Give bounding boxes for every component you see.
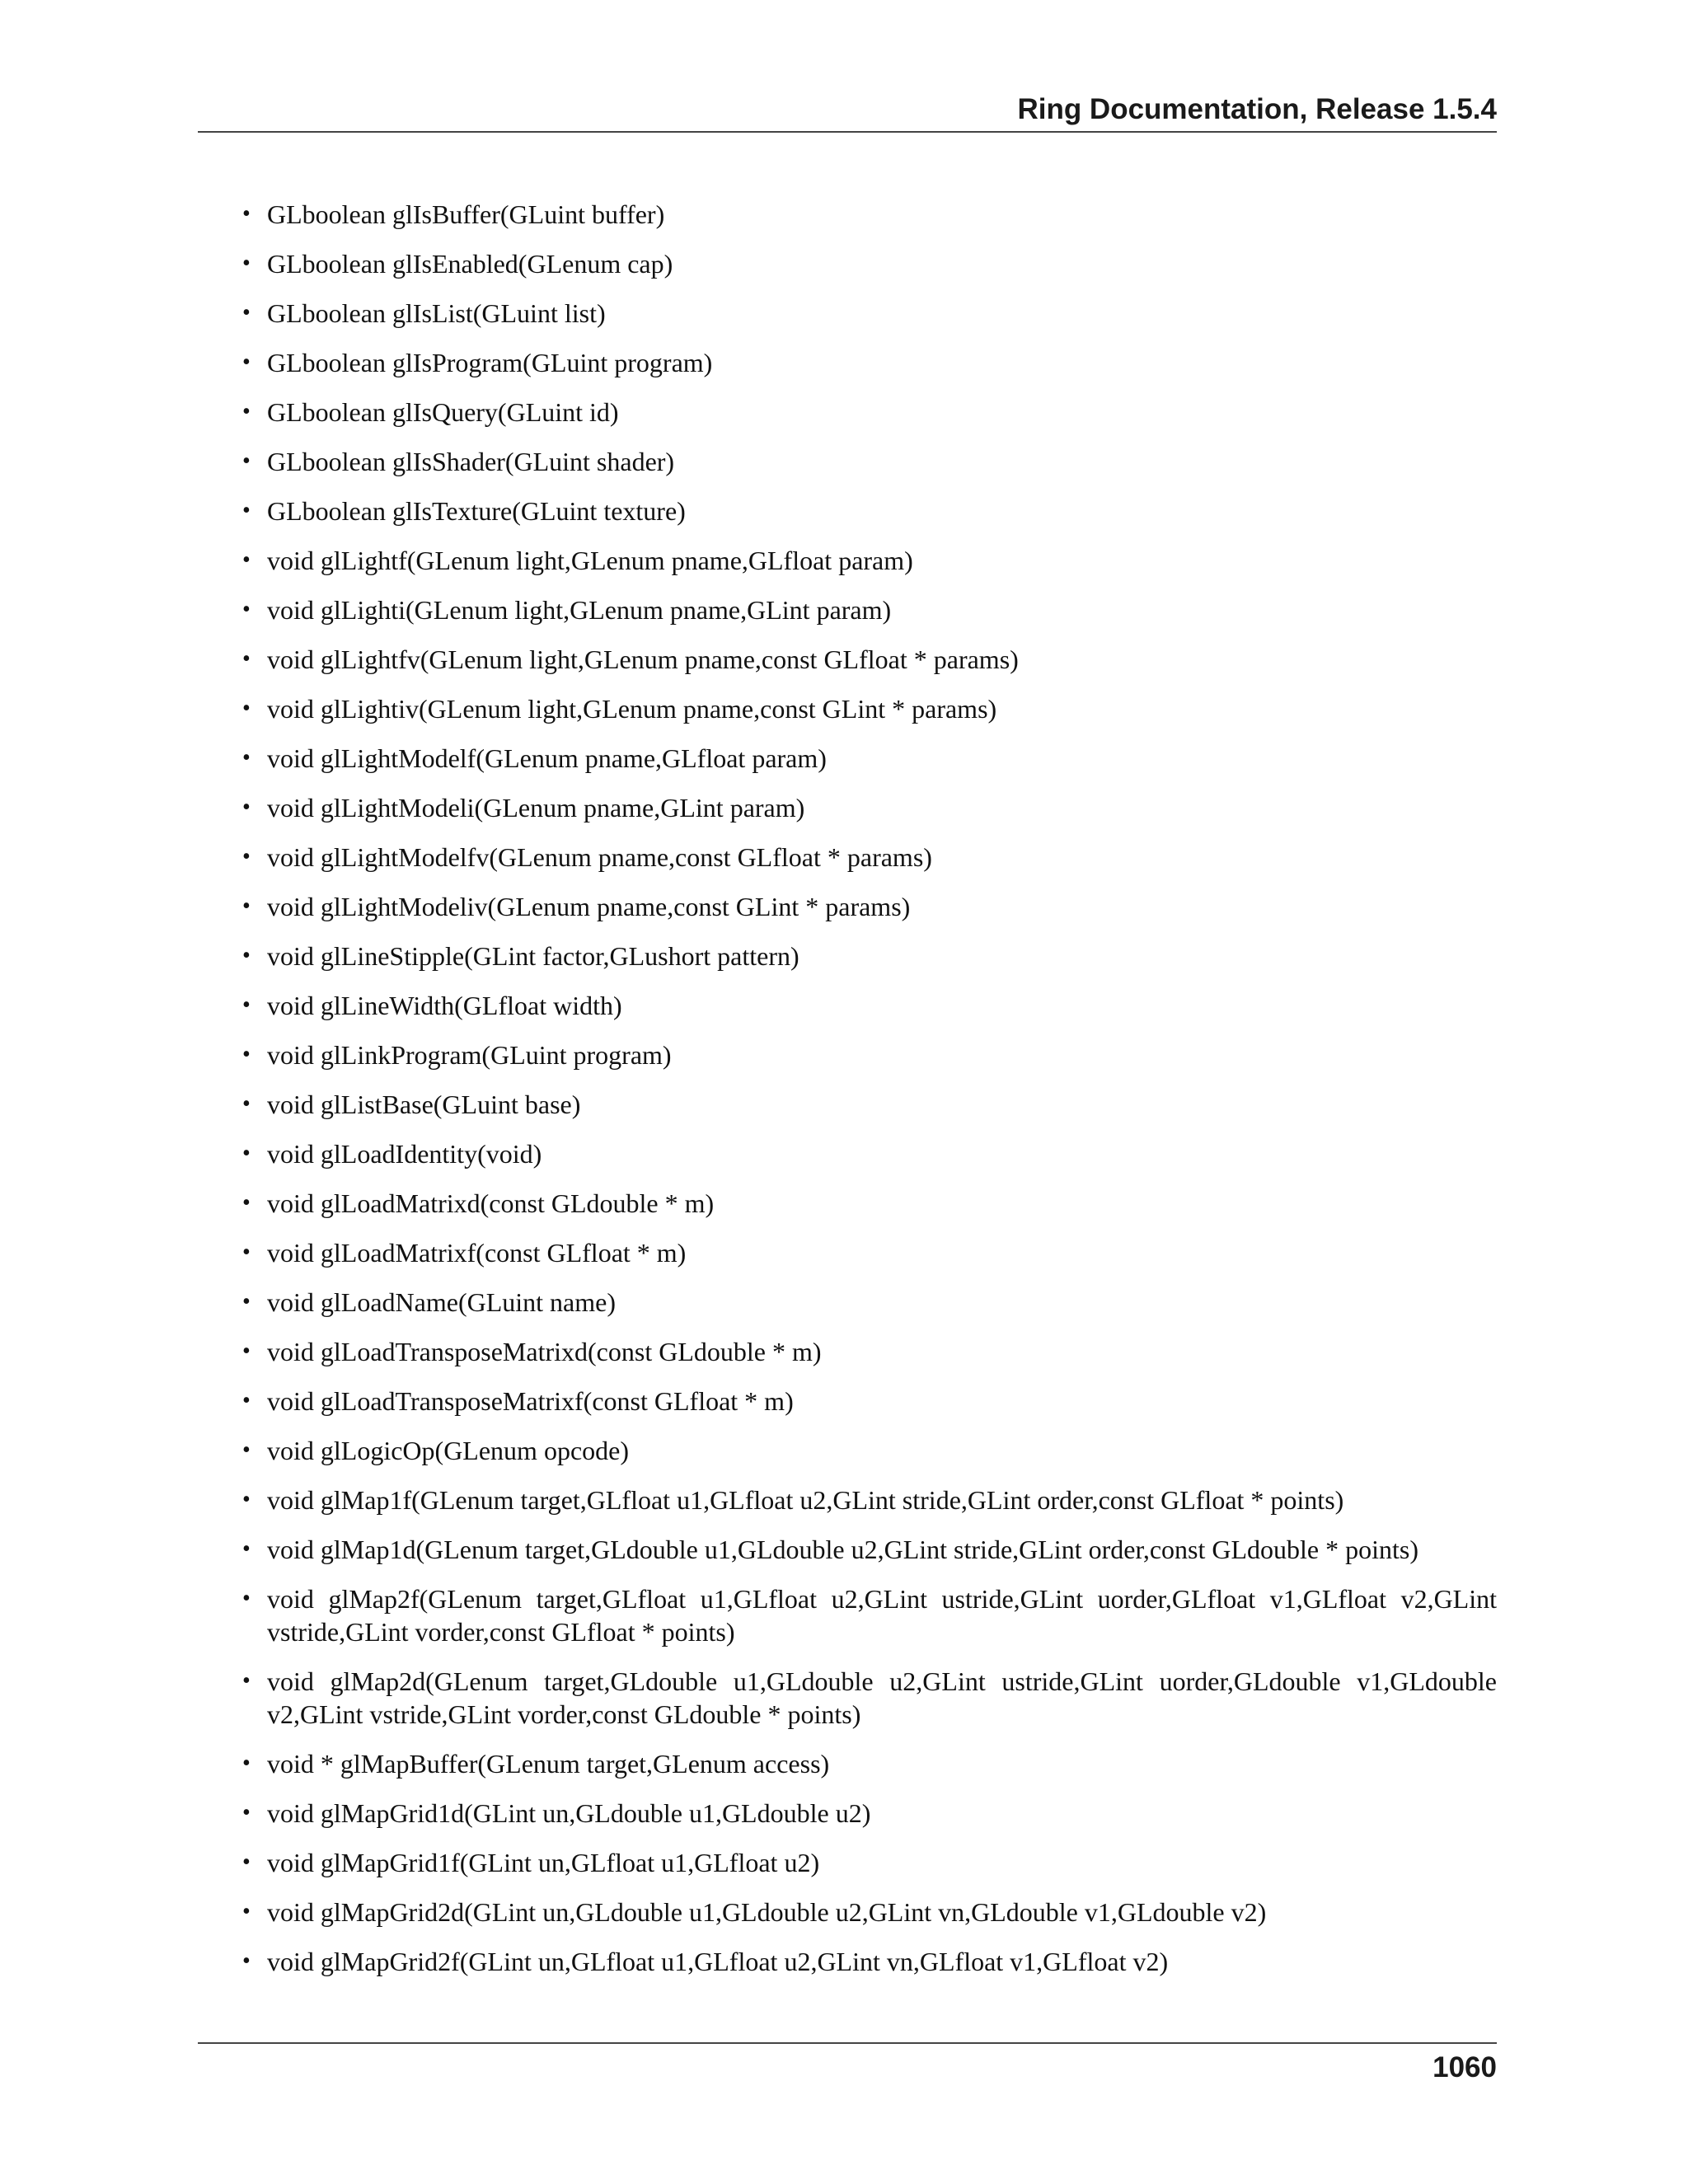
bullet-icon: • [242,251,251,276]
header-rule [198,131,1497,133]
function-signature: GLboolean glIsBuffer(GLuint buffer) [267,199,665,229]
list-item [198,1137,1497,1170]
bullet-icon: • [242,399,251,424]
header-title: Ring Documentation, Release 1.5.4 [1017,93,1497,125]
function-signature: void glLineStipple(GLint factor,GLushort pattern) [267,941,799,971]
function-signature: void glMap2f(GLenum target,GLfloat u1,GLfloat u2,GLint ustride,GLint uorder,GLfloat v1,GLfloat v2,GLint vstride,GLint vorder,const GLfloat * points) [267,1584,1497,1647]
list-item [198,1236,1497,1269]
bullet-icon: • [242,1536,251,1562]
list-item [198,643,1497,676]
function-signature: GLboolean glIsShader(GLuint shader) [267,447,675,476]
bullet-icon: • [242,1849,251,1875]
bullet-icon: • [242,1899,251,1924]
bullet-icon: • [242,1487,251,1512]
list-item [198,890,1497,923]
list-item [198,1747,1497,1780]
list-item [198,247,1497,280]
function-signature: void glLoadMatrixf(const GLfloat * m) [267,1238,687,1268]
function-signature: void glMapGrid2f(GLint un,GLfloat u1,GLfloat u2,GLint vn,GLfloat v1,GLfloat v2) [267,1947,1169,1976]
function-signature: void glLightfv(GLenum light,GLenum pname,const GLfloat * params) [267,644,1019,674]
function-list [198,198,1497,1978]
function-signature: void glLightModelfv(GLenum pname,const GLfloat * params) [267,842,932,872]
list-item [198,445,1497,478]
list-item [198,989,1497,1022]
list-item [198,692,1497,725]
bullet-icon: • [242,696,251,721]
function-signature: void glMapGrid2d(GLint un,GLdouble u1,GLdouble u2,GLint vn,GLdouble v1,GLdouble v2) [267,1897,1267,1927]
list-item [198,1385,1497,1418]
function-signature: void glMap1d(GLenum target,GLdouble u1,GLdouble u2,GLint stride,GLint order,const GLdouble * points) [267,1535,1418,1564]
function-signature: void glLoadMatrixd(const GLdouble * m) [267,1188,715,1218]
bullet-icon: • [242,1240,251,1265]
list-item [198,791,1497,824]
list-item [198,1665,1497,1731]
bullet-icon: • [242,498,251,523]
function-signature: GLboolean glIsProgram(GLuint program) [267,348,713,377]
function-signature: void glLoadName(GLuint name) [267,1287,616,1317]
footer-rule [198,2042,1497,2044]
list-item [198,1533,1497,1566]
bullet-icon: • [242,844,251,869]
list-item [198,1434,1497,1467]
bullet-icon: • [242,893,251,919]
bullet-icon: • [242,1338,251,1364]
list-item [198,742,1497,775]
function-signature: void glLightModelf(GLenum pname,GLfloat param) [267,743,827,773]
function-signature: void * glMapBuffer(GLenum target,GLenum access) [267,1749,830,1779]
list-item [198,940,1497,972]
bullet-icon: • [242,745,251,771]
list-item [198,1797,1497,1830]
list-item [198,841,1497,874]
function-signature: GLboolean glIsQuery(GLuint id) [267,397,619,427]
list-item [198,544,1497,577]
function-signature: void glMap2d(GLenum target,GLdouble u1,GLdouble u2,GLint ustride,GLint uorder,GLdouble v1,GLdouble v2,GLint vstride,GLint vorder,const GLdouble * points) [267,1666,1497,1729]
function-signature: void glLinkProgram(GLuint program) [267,1040,672,1070]
bullet-icon: • [242,1141,251,1166]
bullet-icon: • [242,597,251,622]
bullet-icon: • [242,201,251,227]
function-signature: void glMap1f(GLenum target,GLfloat u1,GLfloat u2,GLint stride,GLint order,const GLfloat * points) [267,1485,1344,1515]
bullet-icon: • [242,1190,251,1216]
function-signature: void glLightModeli(GLenum pname,GLint param) [267,793,805,823]
function-signature: GLboolean glIsList(GLuint list) [267,298,606,328]
bullet-icon: • [242,1668,251,1694]
function-signature: GLboolean glIsTexture(GLuint texture) [267,496,686,526]
list-item [198,1846,1497,1879]
bullet-icon: • [242,1437,251,1463]
bullet-icon: • [242,1042,251,1067]
list-item [198,494,1497,527]
list-item [198,1286,1497,1319]
list-item [198,198,1497,231]
bullet-icon: • [242,1948,251,1974]
list-item [198,1945,1497,1978]
function-signature: void glMapGrid1f(GLint un,GLfloat u1,GLfloat u2) [267,1848,820,1877]
function-signature: GLboolean glIsEnabled(GLenum cap) [267,249,673,279]
list-item [198,1088,1497,1121]
function-signature: void glLineWidth(GLfloat width) [267,991,622,1020]
bullet-icon: • [242,794,251,820]
function-signature: void glMapGrid1d(GLint un,GLdouble u1,GLdouble u2) [267,1798,871,1828]
function-signature: void glLightf(GLenum light,GLenum pname,GLfloat param) [267,546,913,575]
list-item [198,396,1497,429]
function-signature: void glLightiv(GLenum light,GLenum pname,const GLint * params) [267,694,997,724]
function-signature: void glLighti(GLenum light,GLenum pname,GLint param) [267,595,892,625]
bullet-icon: • [242,1091,251,1117]
list-item [198,346,1497,379]
page-content [198,198,1497,1994]
bullet-icon: • [242,1750,251,1776]
bullet-icon: • [242,448,251,474]
list-item [198,1187,1497,1220]
function-signature: void glLightModeliv(GLenum pname,const GLint * params) [267,892,911,921]
list-item [198,593,1497,626]
bullet-icon: • [242,547,251,573]
list-item [198,297,1497,330]
function-signature: void glLoadTransposeMatrixf(const GLfloat * m) [267,1386,794,1416]
list-item [198,1582,1497,1648]
page-number: 1060 [1432,2051,1497,2083]
bullet-icon: • [242,349,251,375]
bullet-icon: • [242,1289,251,1315]
bullet-icon: • [242,646,251,672]
function-signature: void glLoadTransposeMatrixd(const GLdouble * m) [267,1337,822,1366]
bullet-icon: • [242,1800,251,1825]
function-signature: void glListBase(GLuint base) [267,1090,581,1119]
list-item [198,1896,1497,1929]
bullet-icon: • [242,992,251,1018]
list-item [198,1038,1497,1071]
list-item [198,1483,1497,1516]
bullet-icon: • [242,1586,251,1611]
bullet-icon: • [242,943,251,968]
bullet-icon: • [242,300,251,326]
list-item [198,1335,1497,1368]
bullet-icon: • [242,1388,251,1413]
function-signature: void glLogicOp(GLenum opcode) [267,1436,629,1465]
function-signature: void glLoadIdentity(void) [267,1139,542,1169]
